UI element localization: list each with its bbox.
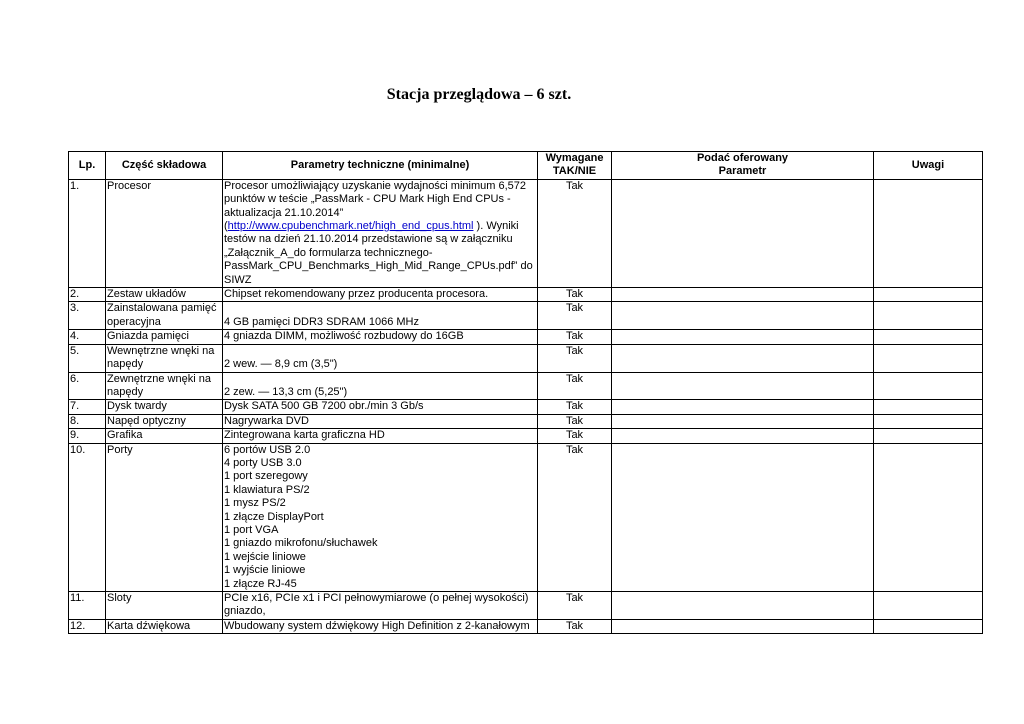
table-row xyxy=(69,330,983,344)
row-offered[interactable] xyxy=(612,330,874,344)
table-row xyxy=(69,372,983,400)
port-line: 1 złącze RJ-45 xyxy=(224,577,297,590)
header-required-line1: Wymagane xyxy=(545,152,604,164)
row-offered[interactable] xyxy=(612,414,874,428)
port-line: 1 mysz PS/2 xyxy=(224,497,286,510)
header-required-line2: TAK/NIE xyxy=(552,165,597,178)
header-offered-line1: Podać oferowany xyxy=(696,152,789,164)
row-notes[interactable] xyxy=(874,619,983,633)
row-params: 4 GB pamięci DDR3 SDRAM 1066 MHz xyxy=(223,302,538,330)
table-row xyxy=(69,288,983,302)
row-params: Wbudowany system dźwiękowy High Definition z 2-kanałowym xyxy=(223,619,538,633)
port-line: 1 złącze DisplayPort xyxy=(224,510,324,523)
row-required: Tak xyxy=(538,372,612,400)
row-required: Tak xyxy=(538,302,612,330)
row-params: Dysk SATA 500 GB 7200 obr./min 3 Gb/s xyxy=(223,400,538,414)
table-row xyxy=(69,400,983,414)
page-title: Stacja przeglądowa – 6 szt. xyxy=(386,86,572,103)
row-params xyxy=(223,179,538,287)
row-notes[interactable] xyxy=(874,288,983,302)
row-params: Zintegrowana karta graficzna HD xyxy=(223,429,538,443)
table-row xyxy=(69,443,983,591)
row-lp: 2. xyxy=(69,288,106,302)
row-offered[interactable] xyxy=(612,344,874,372)
row-offered[interactable] xyxy=(612,288,874,302)
port-line: 4 porty USB 3.0 xyxy=(224,456,302,469)
header-lp: Lp. xyxy=(69,152,106,180)
header-part: Część składowa xyxy=(106,152,223,180)
row-lp: 6. xyxy=(69,372,106,400)
row-required: Tak xyxy=(538,344,612,372)
row-required: Tak xyxy=(538,400,612,414)
row-params: 4 gniazda DIMM, możliwość rozbudowy do 16GB xyxy=(223,330,538,344)
row-notes[interactable] xyxy=(874,179,983,287)
port-line: 1 port VGA xyxy=(224,523,279,536)
row-notes[interactable] xyxy=(874,330,983,344)
row-required: Tak xyxy=(538,330,612,344)
row-params: 2 zew. — 13,3 cm (5,25") xyxy=(223,372,538,400)
table-row xyxy=(69,619,983,633)
row-required: Tak xyxy=(538,414,612,428)
row-offered[interactable] xyxy=(612,179,874,287)
row-required: Tak xyxy=(538,443,612,591)
row-offered[interactable] xyxy=(612,592,874,620)
spec-table xyxy=(68,151,983,634)
header-offered xyxy=(612,152,874,180)
row-part: Dysk twardy xyxy=(106,400,223,414)
row-notes[interactable] xyxy=(874,429,983,443)
row-required: Tak xyxy=(538,619,612,633)
row-lp: 10. xyxy=(69,443,106,591)
row-notes[interactable] xyxy=(874,302,983,330)
row-part: Procesor xyxy=(106,179,223,287)
row-notes[interactable] xyxy=(874,372,983,400)
table-row xyxy=(69,302,983,330)
header-notes: Uwagi xyxy=(874,152,983,180)
port-line: 1 gniazdo mikrofonu/słuchawek xyxy=(224,537,378,550)
row-required: Tak xyxy=(538,288,612,302)
params-text: ). Wyniki testów na dzień 21.10.2014 przedstawione są w załączniku „Załącznik_A_do formularza technicznego-PassMark_CPU_Benchmarks_High_Mid_Range_CPUs.pdf” do SIWZ xyxy=(224,220,533,286)
row-offered[interactable] xyxy=(612,372,874,400)
row-part: Grafika xyxy=(106,429,223,443)
row-part: Wewnętrzne wnęki na napędy xyxy=(106,344,223,372)
table-row xyxy=(69,179,983,287)
port-line: 6 portów USB 2.0 xyxy=(224,443,311,456)
row-lp: 5. xyxy=(69,344,106,372)
port-line: 1 wejście liniowe xyxy=(224,550,306,563)
row-lp: 4. xyxy=(69,330,106,344)
row-lp: 3. xyxy=(69,302,106,330)
row-offered[interactable] xyxy=(612,619,874,633)
row-part: Gniazda pamięci xyxy=(106,330,223,344)
row-params: Chipset rekomendowany przez producenta procesora. xyxy=(223,288,538,302)
row-offered[interactable] xyxy=(612,443,874,591)
row-notes[interactable] xyxy=(874,443,983,591)
table-row xyxy=(69,429,983,443)
table-row xyxy=(69,592,983,620)
row-part: Zainstalowana pamięć operacyjna xyxy=(106,302,223,330)
header-offered-line2: Parametr xyxy=(718,165,767,178)
port-line: 1 klawiatura PS/2 xyxy=(224,483,310,496)
benchmark-link[interactable]: http://www.cpubenchmark.net/high_end_cpus.html xyxy=(227,220,474,233)
row-part: Porty xyxy=(106,443,223,591)
port-line: 1 port szeregowy xyxy=(224,470,308,483)
row-lp: 8. xyxy=(69,414,106,428)
port-line: 1 wyjście liniowe xyxy=(224,564,306,577)
row-part: Napęd optyczny xyxy=(106,414,223,428)
row-lp: 9. xyxy=(69,429,106,443)
row-required: Tak xyxy=(538,179,612,287)
row-notes[interactable] xyxy=(874,344,983,372)
table-row xyxy=(69,414,983,428)
table-header-row xyxy=(69,152,983,180)
row-params: 2 wew. — 8,9 cm (3,5") xyxy=(223,344,538,372)
row-lp: 1. xyxy=(69,179,106,287)
table-row xyxy=(69,344,983,372)
row-notes[interactable] xyxy=(874,414,983,428)
row-part: Karta dźwiękowa xyxy=(106,619,223,633)
row-required: Tak xyxy=(538,592,612,620)
row-lp: 11. xyxy=(69,592,106,620)
row-params: PCIe x16, PCIe x1 i PCI pełnowymiarowe (o pełnej wysokości) gniazdo, xyxy=(223,592,538,620)
row-part: Zewnętrzne wnęki na napędy xyxy=(106,372,223,400)
row-lp: 7. xyxy=(69,400,106,414)
row-part: Zestaw układów xyxy=(106,288,223,302)
row-offered[interactable] xyxy=(612,302,874,330)
row-required: Tak xyxy=(538,429,612,443)
params-text: Procesor umożliwiający uzyskanie wydajności minimum 6,572 punktów w teście „PassMark - CPU Mark High End CPUs - aktualizacja 21.10.2014” ( xyxy=(224,179,527,233)
row-notes[interactable] xyxy=(874,592,983,620)
header-params: Parametry techniczne (minimalne) xyxy=(223,152,538,180)
row-offered[interactable] xyxy=(612,429,874,443)
row-params xyxy=(223,443,538,591)
row-lp: 12. xyxy=(69,619,106,633)
row-notes[interactable] xyxy=(874,400,983,414)
header-required xyxy=(538,152,612,180)
row-offered[interactable] xyxy=(612,400,874,414)
row-params: Nagrywarka DVD xyxy=(223,414,538,428)
row-part: Sloty xyxy=(106,592,223,620)
